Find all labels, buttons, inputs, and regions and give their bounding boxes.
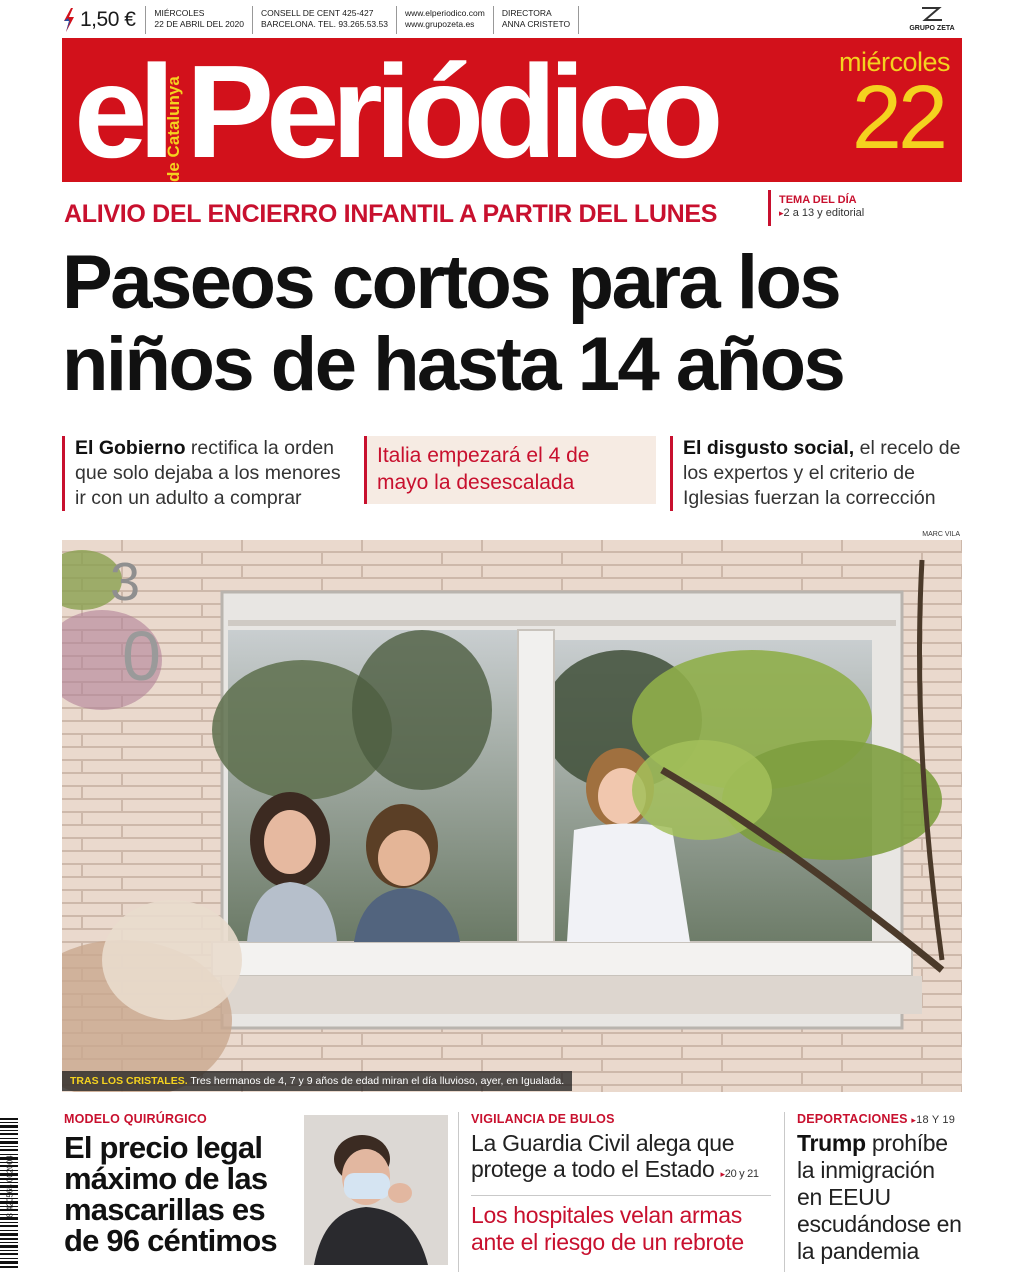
section-label-text: DEPORTACIONES xyxy=(797,1112,908,1126)
zeta-icon xyxy=(919,6,945,22)
photo-credit: MARC VILA xyxy=(922,531,960,538)
house-number: 3 xyxy=(110,552,141,612)
main-photo xyxy=(62,540,962,1092)
director-title: DIRECTORA xyxy=(501,8,552,18)
price-box xyxy=(62,6,146,34)
story-headline-text: La Guardia Civil alega que protege a todo el Estado xyxy=(471,1130,735,1182)
date-label: 22 DE ABRIL DEL 2020 xyxy=(154,19,245,29)
masthead-subtitle xyxy=(164,58,186,182)
section-label: VIGILANCIA DE BULOS xyxy=(471,1112,615,1126)
story-hospitales-headline[interactable]: Los hospitales velan armas ante el riesgo de un rebrote xyxy=(471,1202,744,1255)
story-headline[interactable] xyxy=(471,1130,776,1187)
svg-text:0: 0 xyxy=(122,617,161,695)
mask-photo xyxy=(304,1115,448,1265)
group-name: GRUPO ZETA xyxy=(909,25,955,32)
day-label: MIÉRCOLES xyxy=(154,8,205,18)
divider xyxy=(471,1195,771,1196)
main-headline xyxy=(62,242,982,406)
tema-ref xyxy=(779,207,864,219)
tema-title: TEMA DEL DÍA xyxy=(779,194,857,206)
web-info xyxy=(397,6,494,34)
address-line-1: CONSELL DE CENT 425-427 xyxy=(261,8,374,18)
woman-mask-illustration xyxy=(304,1115,448,1265)
page-ref xyxy=(721,1168,759,1180)
story-headline-text: prohíbe la inmigración en EEUU escudándose en la pandemia xyxy=(797,1130,962,1264)
page-ref-text: 18 Y 19 xyxy=(916,1114,956,1126)
masthead-day-name: miércoles xyxy=(838,47,950,77)
headline-line-1: Paseos cortos para los xyxy=(62,240,840,325)
section-label xyxy=(797,1112,964,1126)
masthead-subtitle-text: de Catalunya xyxy=(164,76,183,182)
section-label: MODELO QUIRÚRGICO xyxy=(64,1112,207,1126)
director-info xyxy=(494,6,579,34)
address-line-2: BARCELONA. TEL. 93.265.53.53 xyxy=(261,19,388,29)
group-website-link[interactable]: www.grupozeta.es xyxy=(404,19,475,29)
story-headline-bold: Trump xyxy=(797,1130,866,1156)
deck-left-text: rectifica la orden que solo dejaba a los menores ir con un adulto a comprar xyxy=(75,437,341,509)
caption-text: Tres hermanos de 4, 7 y 9 años de edad miran el día lluvioso, ayer, en Igualada. xyxy=(187,1075,565,1087)
price: 1,50 € xyxy=(80,8,136,31)
masthead-el: el xyxy=(74,38,167,182)
address-info xyxy=(253,6,397,34)
photo-caption xyxy=(62,1071,572,1091)
masthead-day-number: 22 xyxy=(851,68,944,168)
tema-ref-text: 2 a 13 y editorial xyxy=(783,207,865,219)
barcode-number: 8 420565 002004 xyxy=(5,1155,15,1218)
story-deportaciones[interactable] xyxy=(784,1112,964,1272)
triangle-icon: ▸ xyxy=(720,1169,725,1179)
story-mascarillas[interactable] xyxy=(64,1112,294,1256)
grupo-zeta-logo xyxy=(902,6,962,33)
story-headline[interactable]: El precio legal máximo de las mascarillas es de 96 céntimos xyxy=(64,1130,277,1258)
tema-del-dia xyxy=(768,190,864,226)
caption-label: TRAS LOS CRISTALES. xyxy=(70,1075,188,1087)
deck-middle: Italia empezará el 4 de mayo la desescalada xyxy=(364,436,656,504)
masthead-date xyxy=(838,47,950,168)
deck-left xyxy=(62,436,352,511)
window-photo-illustration xyxy=(62,540,962,1092)
headline-line-2: niños de hasta 14 años xyxy=(62,322,844,407)
page-ref-text: 20 y 21 xyxy=(724,1168,759,1180)
deck-left-bold: El Gobierno xyxy=(75,437,186,459)
director-name: ANNA CRISTETO xyxy=(501,19,571,29)
deck-right-bold: El disgusto social, xyxy=(683,437,855,459)
deck-right xyxy=(670,436,962,511)
deck-right-text: el recelo de los expertos y el criterio de Iglesias fuerzan la corrección xyxy=(683,437,961,509)
story-bulos[interactable] xyxy=(458,1112,776,1272)
bolt-icon xyxy=(62,8,76,32)
website-link[interactable]: www.elperiodico.com xyxy=(404,8,485,18)
masthead-name: Periódico xyxy=(186,38,716,182)
date-info xyxy=(146,6,253,34)
story-headline[interactable] xyxy=(797,1130,964,1265)
masthead xyxy=(62,38,962,182)
kicker: ALIVIO DEL ENCIERRO INFANTIL A PARTIR DEL LUNES xyxy=(64,200,718,228)
triangle-icon: ▸ xyxy=(779,208,784,218)
top-info-strip xyxy=(62,6,962,36)
page-ref xyxy=(911,1114,955,1126)
triangle-icon: ▸ xyxy=(911,1115,917,1125)
